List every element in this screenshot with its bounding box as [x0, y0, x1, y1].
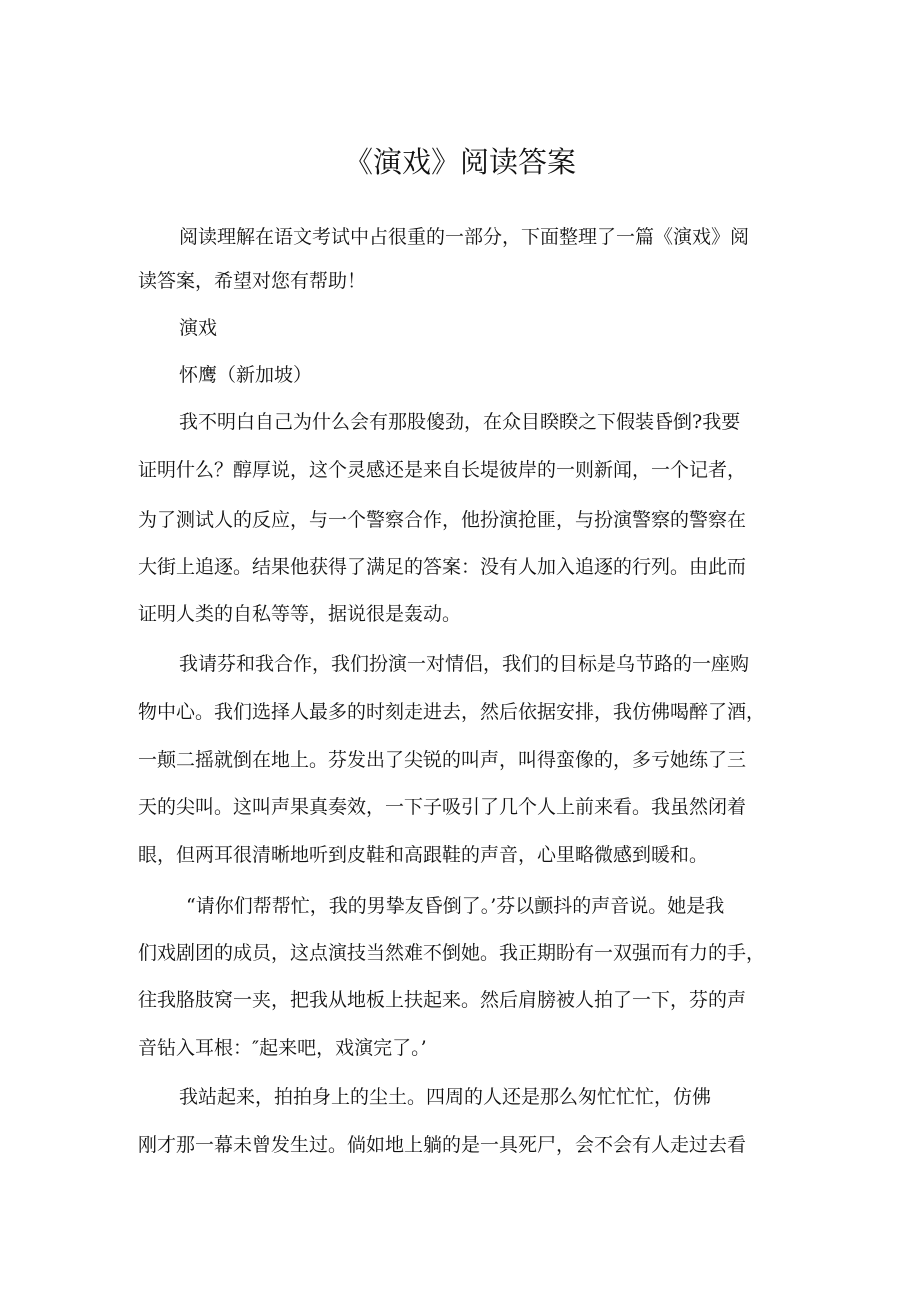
paragraph-line: 天的尖叫。这叫声果真奏效，一下子吸引了几个人上前来看。我虽然闭着	[138, 796, 747, 818]
paragraph-line: 我站起来，拍拍身上的尘土。四周的人还是那么匆忙忙忙，仿佛	[179, 1086, 712, 1108]
paragraph-line: 读答案，希望对您有帮助！	[138, 270, 367, 292]
paragraph-line: 物中心。我们选择人最多的时刻走进去，然后依据安排，我仿佛喝醉了酒，	[138, 701, 766, 723]
paragraph-line: 证明什么？醇厚说，这个灵感还是来自长堤彼岸的一则新闻，一个记者，	[138, 459, 747, 481]
paragraph-line: 我请芬和我合作，我们扮演一对情侣，我们的目标是乌节路的一座购	[179, 653, 750, 675]
paragraph-line: 眼，但两耳很清晰地听到皮鞋和高跟鞋的声音，心里略微感到暖和。	[138, 844, 709, 866]
paragraph-line: 阅读理解在语文考试中占很重的一部分，下面整理了一篇《演戏》阅	[179, 226, 750, 248]
section-heading: 演戏	[179, 317, 218, 339]
paragraph-line: 证明人类的自私等等，据说很是轰动。	[138, 603, 462, 625]
paragraph-line: 往我胳肢窝一夹，把我从地板上扶起来。然后肩膀被人拍了一下，芬的声	[138, 989, 747, 1011]
document-title: 《演戏》阅读答案	[343, 145, 576, 179]
paragraph-line: “请你们帮帮忙，我的男挚友昏倒了。’芬以颤抖的声音说。她是我	[186, 895, 725, 917]
paragraph-line: 为了测试人的反应，与一个警察合作，他扮演抢匪，与扮演警察的警察在	[138, 509, 747, 531]
author-line: 怀鹰（新加坡）	[179, 364, 313, 386]
paragraph-line: 我不明白自己为什么会有那股傻劲，在众目睽睽之下假装昏倒?我要	[179, 411, 741, 433]
paragraph-line: 音钻入耳根：″起来吧，戏演完了。’	[138, 1037, 427, 1059]
paragraph-line: 大街上追逐。结果他获得了满足的答案：没有人加入追逐的行列。由此而	[138, 556, 747, 578]
paragraph-line: 刚才那一幕未曾发生过。倘如地上躺的是一具死尸，会不会有人走过去看	[138, 1134, 747, 1156]
paragraph-line: 一颠二摇就倒在地上。芬发出了尖锐的叫声，叫得蛮像的，多亏她练了三	[138, 749, 747, 771]
paragraph-line: 们戏剧团的成员，这点演技当然难不倒她。我正期盼有一双强而有力的手，	[138, 942, 766, 964]
